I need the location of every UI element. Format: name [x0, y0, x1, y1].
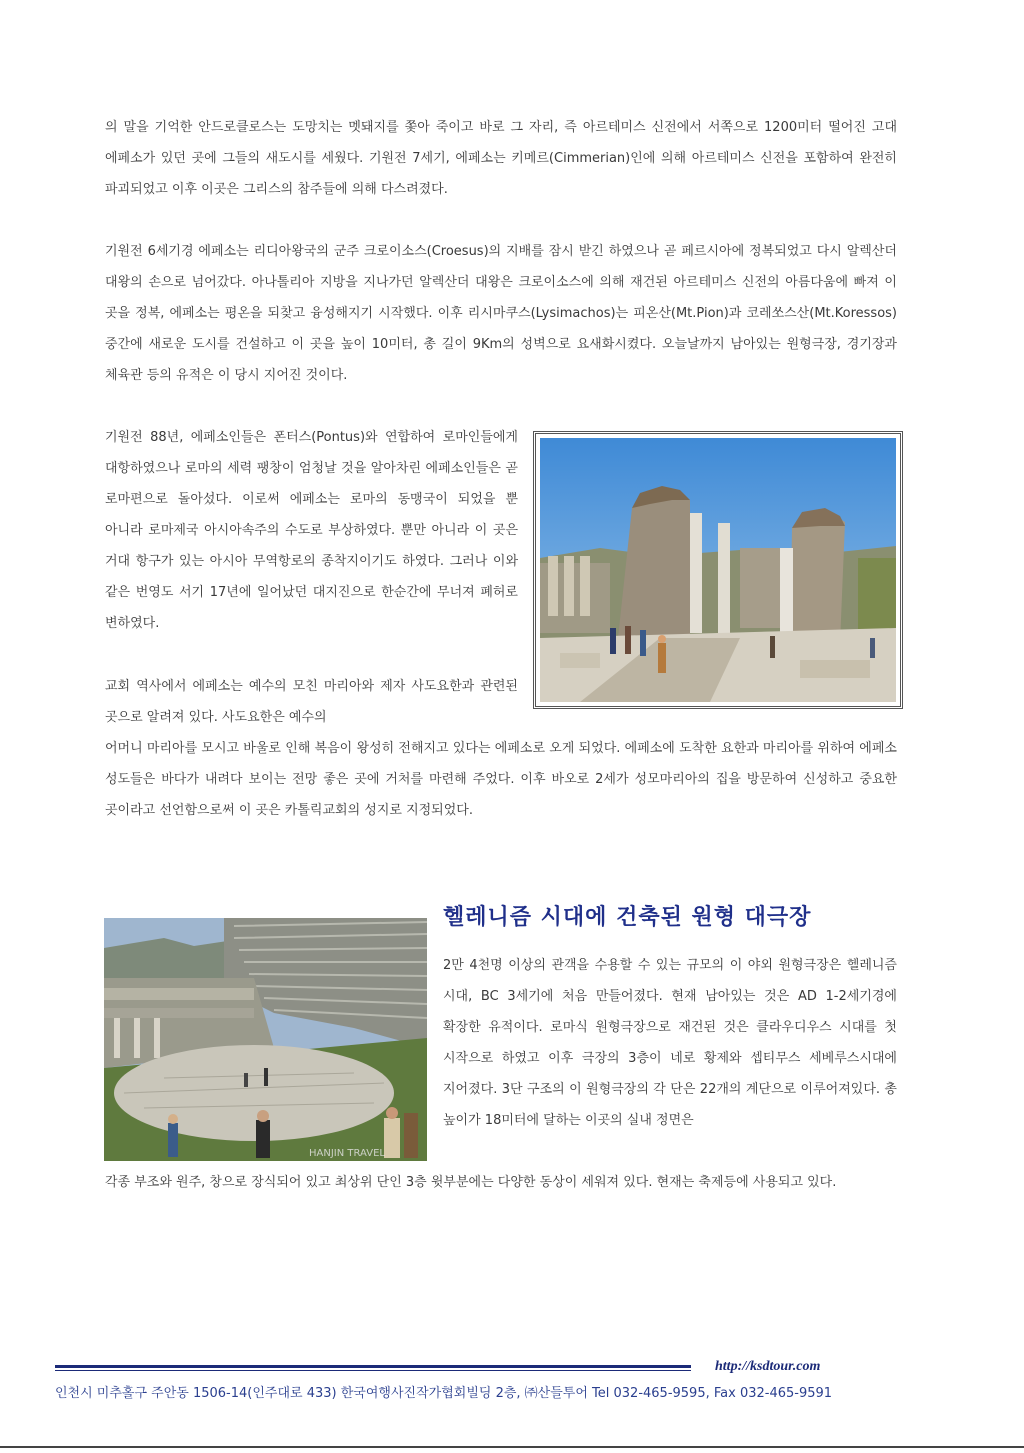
page-bottom-border	[0, 1446, 1024, 1448]
footer-address: 인천시 미추홀구 주안동 1506-14(인주대로 433) 한국여행사진작가협회빌딩 2층, ㈜산들투어 Tel 032-465-9595, Fax 032-465-9591	[55, 1386, 833, 1401]
paragraph-theatre-start: 2만 4천명 이상의 관객을 수용할 수 있는 규모의 이 야외 원형극장은 헬레니즘 시대, BC 3세기에 처음 만들어졌다. 현재 남아있는 것은 AD 1-2세기경에 확장한 유적이다. 로마식 원형극장으로 재건된 것은 클라우디우스 시대를 첫 시작으로 하였고 이후 극장의 3층이 네로 황제와 셉티무스 세베루스시대에 지어졌다. 3단 구조의 이 원형극장의 각 단은 22개의 계단으로 이루어져있다. 총 높이가 18미터에 달하는 이곳의 실내 정면은	[443, 958, 897, 1128]
paragraph-church-history-start: 교회 역사에서 에페소는 예수의 모친 마리아와 제자 사도요한과 관련된 곳으로 알려져 있다. 사도요한은 예수의	[105, 679, 518, 725]
footer-rule-thin	[55, 1370, 691, 1371]
ephesus-ruins-photo	[540, 438, 896, 702]
photo-watermark: HANJIN TRAVEL	[309, 1148, 385, 1159]
paragraph-church-history-end: 어머니 마리아를 모시고 바울로 인해 복음이 왕성히 전해지고 있다는 에페소로 오게 되었다. 에페소에 도착한 요한과 마리아를 위하여 에페소 성도들은 바다가 내려다 보이는 전망 좋은 곳에 거처를 마련해 주었다. 이후 바오로 2세가 성모마리아의 집을 방문하여 신성하고 중요한 곳이라고 선언함으로써 이 곳은 카톨릭교회의 성지로 지정되었다.	[105, 741, 897, 818]
footer-website-link[interactable]: http://ksdtour.com	[715, 1359, 821, 1374]
paragraph-androclos: 의 말을 기억한 안드로클로스는 도망치는 멧돼지를 쫓아 죽이고 바로 그 자리, 즉 아르테미스 신전에서 서쪽으로 1200미터 떨어진 고대 에페소가 있던 곳에 그들의 새도시를 세웠다. 기원전 7세기, 에페소는 키메르(Cimmerian)인에 의해 아르테미스 신전을 포함하여 완전히 파괴되었고 이후 이곳은 그리스의 참주들에 의해 다스려졌다.	[105, 120, 897, 197]
ruins-photo-frame	[533, 431, 903, 709]
paragraph-theatre-end: 각종 부조와 원주, 창으로 장식되어 있고 최상위 단인 3층 윗부분에는 다양한 동상이 세워져 있다. 현재는 축제등에 사용되고 있다.	[105, 1175, 837, 1190]
great-theatre-photo	[104, 918, 427, 1161]
paragraph-pontus-rome: 기원전 88년, 에페소인들은 폰터스(Pontus)와 연합하여 로마인들에게 대항하였으나 로마의 세력 팽창이 엄청날 것을 알아차린 에페소인들은 곧 로마편으로 돌아섰다. 이로써 에페소는 로마의 동맹국이 되었을 뿐 아니라 로마제국 아시아속주의 수도로 부상하였다. 뿐만 아니라 이 곳은 거대 항구가 있는 아시아 무역항로의 종착지이기도 하였다. 그러나 이와 같은 번영도 서기 17년에 일어났던 대지진으로 한순간에 무너져 폐허로 변하였다.	[105, 430, 518, 631]
theatre-photo-frame	[104, 918, 427, 1161]
section-title-theatre: 헬레니즘 시대에 건축된 원형 대극장	[443, 905, 812, 930]
paragraph-croesus-alexander: 기원전 6세기경 에페소는 리디아왕국의 군주 크로이소스(Croesus)의 지배를 잠시 받긴 하였으나 곧 페르시아에 정복되었고 다시 알렉산더 대왕의 손으로 넘어갔다. 아나톨리아 지방을 지나가던 알렉산더 대왕은 크로이소스에 의해 재건된 아르테미스 신전의 아름다움에 빠져 이 곳을 정복, 에페소는 평온을 되찾고 융성해지기 시작했다. 이후 리시마쿠스(Lysimachos)는 피온산(Mt.Pion)과 코레쏘스산(Mt.Koressos) 중간에 새로운 도시를 건설하고 이 곳을 높이 10미터, 총 길이 9Km의 성벽으로 요새화시켰다. 오늘날까지 남아있는 원형극장, 경기장과 체육관 등의 유적은 이 당시 지어진 것이다.	[105, 244, 897, 383]
footer-rule-thick	[55, 1365, 691, 1368]
